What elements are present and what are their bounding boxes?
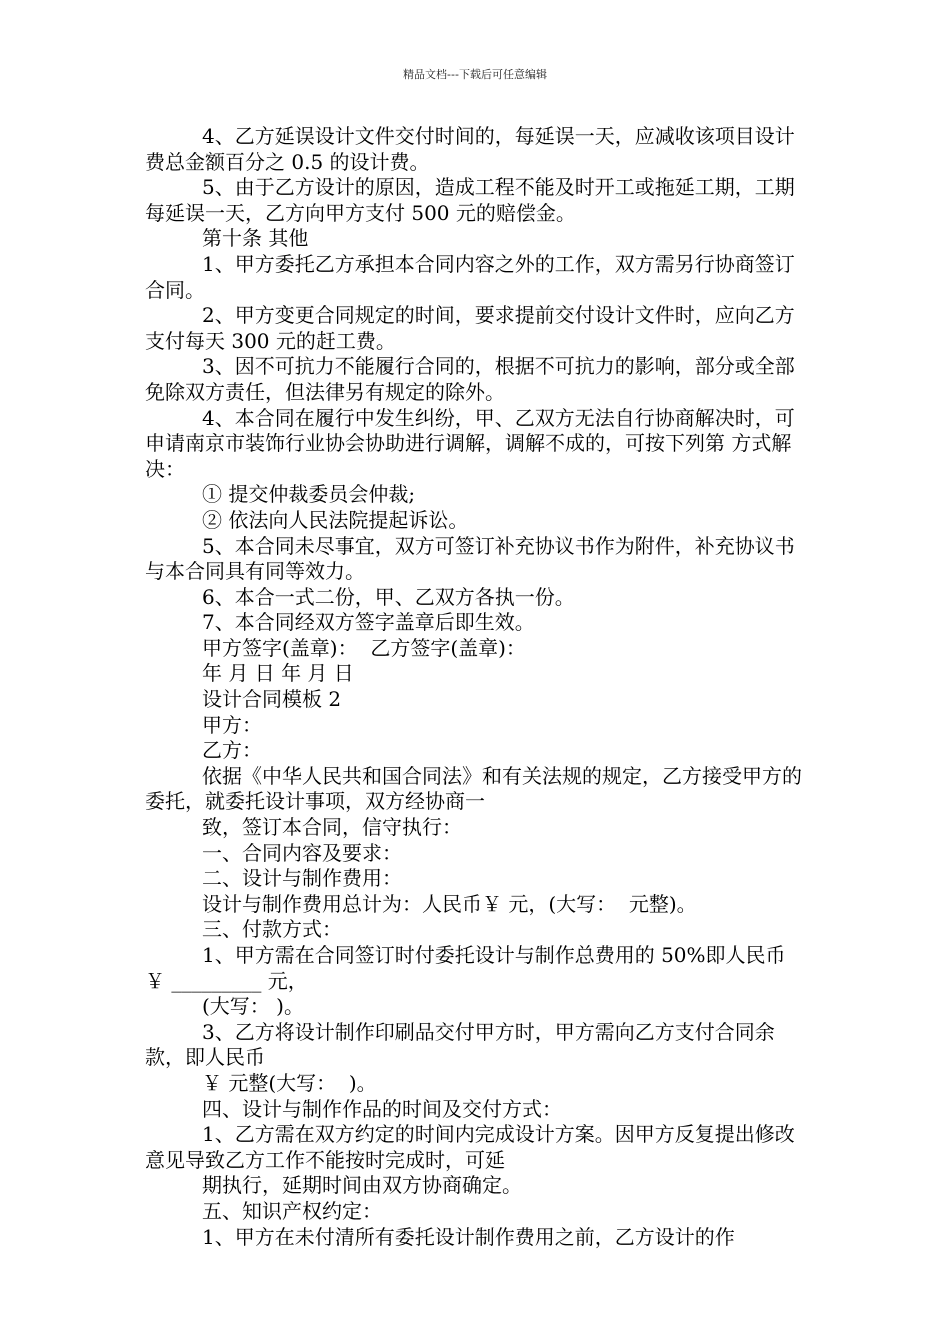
paragraph: 致，签订本合同，信守执行： xyxy=(202,815,462,840)
paragraph: ② 依法向人民法院提起诉讼。 xyxy=(202,507,469,532)
paragraph: 三、付款方式： xyxy=(202,917,342,942)
paragraph: ￥ 元整(大写： )。 xyxy=(202,1070,377,1095)
paragraph: 第十条 其他 xyxy=(202,226,309,251)
paragraph: 1、甲方需在合同签订时付委托设计与制作总费用的 50%即人民币 ￥ _________ 元， xyxy=(145,943,792,993)
paragraph: 3、因不可抗力不能履行合同的，根据不可抗力的影响，部分或全部免除双方责任，但法律另有规定的除外。 xyxy=(145,354,795,404)
paragraph: (大写： )。 xyxy=(202,994,304,1019)
paragraph: 4、乙方延误设计文件交付时间的，每延误一天，应减收该项目设计费总金额百分之 0.5 的设计费。 xyxy=(145,124,795,174)
page-header: 精品文档---下载后可任意编辑 xyxy=(403,68,547,81)
paragraph: 依据《中华人民共和国合同法》和有关法规的规定，乙方接受甲方的委托，就委托设计事项，双方经协商一 xyxy=(145,763,802,814)
document-body xyxy=(145,124,810,1250)
paragraph: 3、乙方将设计制作印刷品交付甲方时，甲方需向乙方支付合同余款，即人民币 xyxy=(145,1019,775,1070)
paragraph: 一、合同内容及要求： xyxy=(202,840,402,865)
paragraph: 5、本合同未尽事宜，双方可签订补充协议书作为附件，补充协议书与本合同具有同等效力。 xyxy=(145,533,795,584)
paragraph: 6、本合一式二份，甲、乙双方各执一份。 xyxy=(202,584,575,609)
paragraph: 5、由于乙方设计的原因，造成工程不能及时开工或拖延工期，工期每延误一天，乙方向甲方支付 500 元的赔偿金。 xyxy=(145,175,795,225)
paragraph: 年 月 日 年 月 日 xyxy=(202,661,354,686)
paragraph: 设计合同模板 2 xyxy=(202,687,342,712)
paragraph: 1、甲方委托乙方承担本合同内容之外的工作，双方需另行协商签订合同。 xyxy=(145,251,795,302)
paragraph: 甲方： xyxy=(202,712,262,737)
paragraph: ① 提交仲裁委员会仲裁; xyxy=(202,482,416,507)
paragraph: 五、知识产权约定： xyxy=(202,1198,382,1223)
paragraph: 2、甲方变更合同规定的时间，要求提前交付设计文件时，应向乙方支付每天 300 元的赶工费。 xyxy=(145,303,795,353)
paragraph: 甲方签字(盖章)： 乙方签字(盖章)： xyxy=(202,635,526,660)
paragraph: 期执行，延期时间由双方协商确定。 xyxy=(202,1173,522,1198)
paragraph: 设计与制作费用总计为：人民币￥ 元，(大写： 元整)。 xyxy=(202,891,697,916)
paragraph: 7、本合同经双方签字盖章后即生效。 xyxy=(202,610,535,635)
paragraph: 四、设计与制作作品的时间及交付方式： xyxy=(202,1096,562,1121)
paragraph: 乙方： xyxy=(202,738,262,763)
paragraph: 4、本合同在履行中发生纠纷，甲、乙双方无法自行协商解决时，可申请南京市装饰行业协会协助进行调解，调解不成的，可按下列第 方式解决： xyxy=(145,405,795,481)
paragraph: 二、设计与制作费用： xyxy=(202,866,402,891)
paragraph: 1、乙方需在双方约定的时间内完成设计方案。因甲方反复提出修改意见导致乙方工作不能按时完成时，可延 xyxy=(145,1122,795,1172)
paragraph: 1、甲方在未付清所有委托设计制作费用之前，乙方设计的作 xyxy=(202,1224,735,1249)
